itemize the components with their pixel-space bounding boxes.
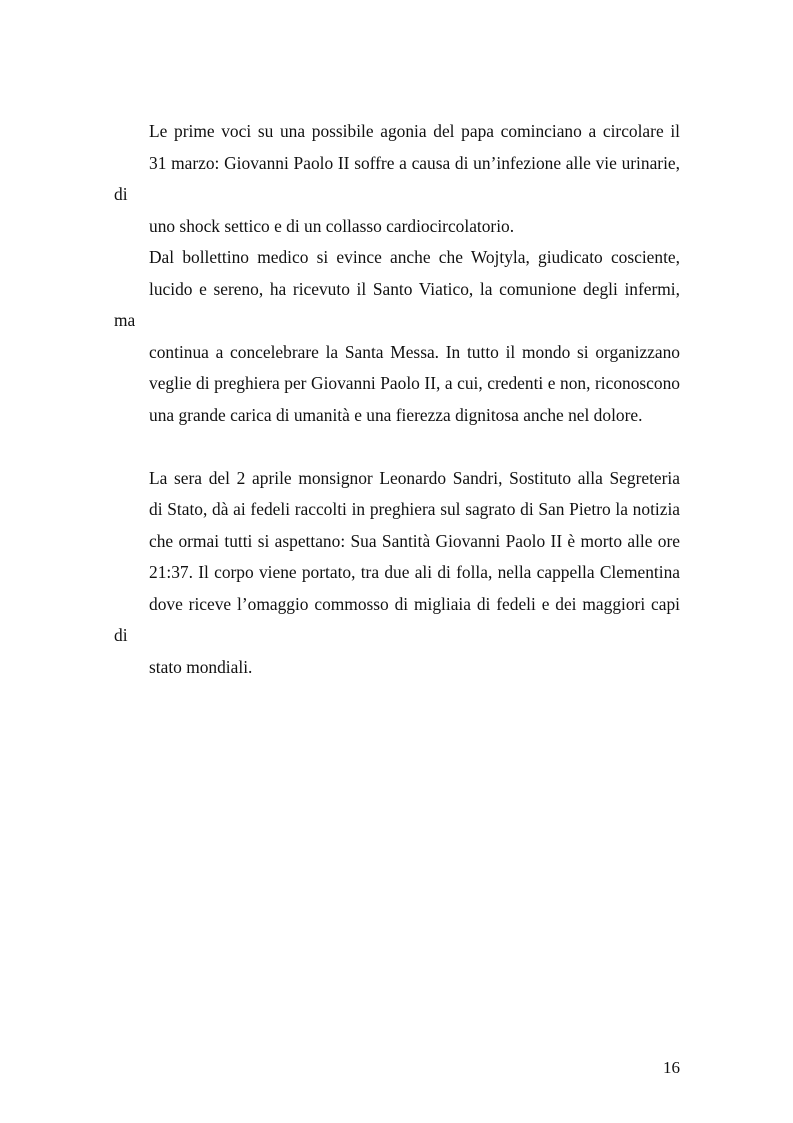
body-text bbox=[114, 116, 680, 683]
text-line: una grande carica di umanità e una fierezza dignitosa anche nel dolore. bbox=[149, 404, 643, 425]
text-line: continua a concelebrare la Santa Messa. In tutto il mondo si organizzano bbox=[149, 341, 680, 362]
paragraph-death-announcement bbox=[114, 463, 680, 684]
text-line: Le prime voci su una possibile agonia del papa cominciano a circolare il bbox=[149, 121, 680, 141]
text-line: 21:37. Il corpo viene portato, tra due ali di folla, nella cappella Clementina bbox=[149, 562, 680, 582]
text-line: lucido e sereno, ha ricevuto il Santo Viatico, la comunione degli infermi, ma bbox=[114, 278, 680, 330]
text-line: che ormai tutti si aspettano: Sua Santità Giovanni Paolo II è morto alle ore bbox=[149, 530, 680, 551]
text-line: Dal bollettino medico si evince anche che Wojtyla, giudicato cosciente, bbox=[149, 247, 680, 267]
text-line: uno shock settico e di un collasso cardiocircolatorio. bbox=[149, 215, 515, 236]
text-line: stato mondiali. bbox=[149, 656, 253, 677]
text-line: La sera del 2 aprile monsignor Leonardo Sandri, Sostituto alla Segreteria bbox=[149, 467, 680, 488]
text-line: di Stato, dà ai fedeli raccolti in preghiera sul sagrato di San Pietro la notizia bbox=[149, 499, 680, 519]
text-line: dove riceve l’omaggio commosso di migliaia di fedeli e dei maggiori capi di bbox=[114, 593, 680, 645]
paragraph-medical-bulletin bbox=[114, 242, 680, 431]
text-line: veglie di preghiera per Giovanni Paolo II, a cui, credenti e non, riconoscono bbox=[149, 373, 680, 393]
page-number: 16 bbox=[663, 1058, 680, 1077]
paragraph-agony-rumors bbox=[114, 116, 680, 242]
text-line: 31 marzo: Giovanni Paolo II soffre a causa di un’infezione alle vie urinarie, di bbox=[114, 152, 680, 204]
